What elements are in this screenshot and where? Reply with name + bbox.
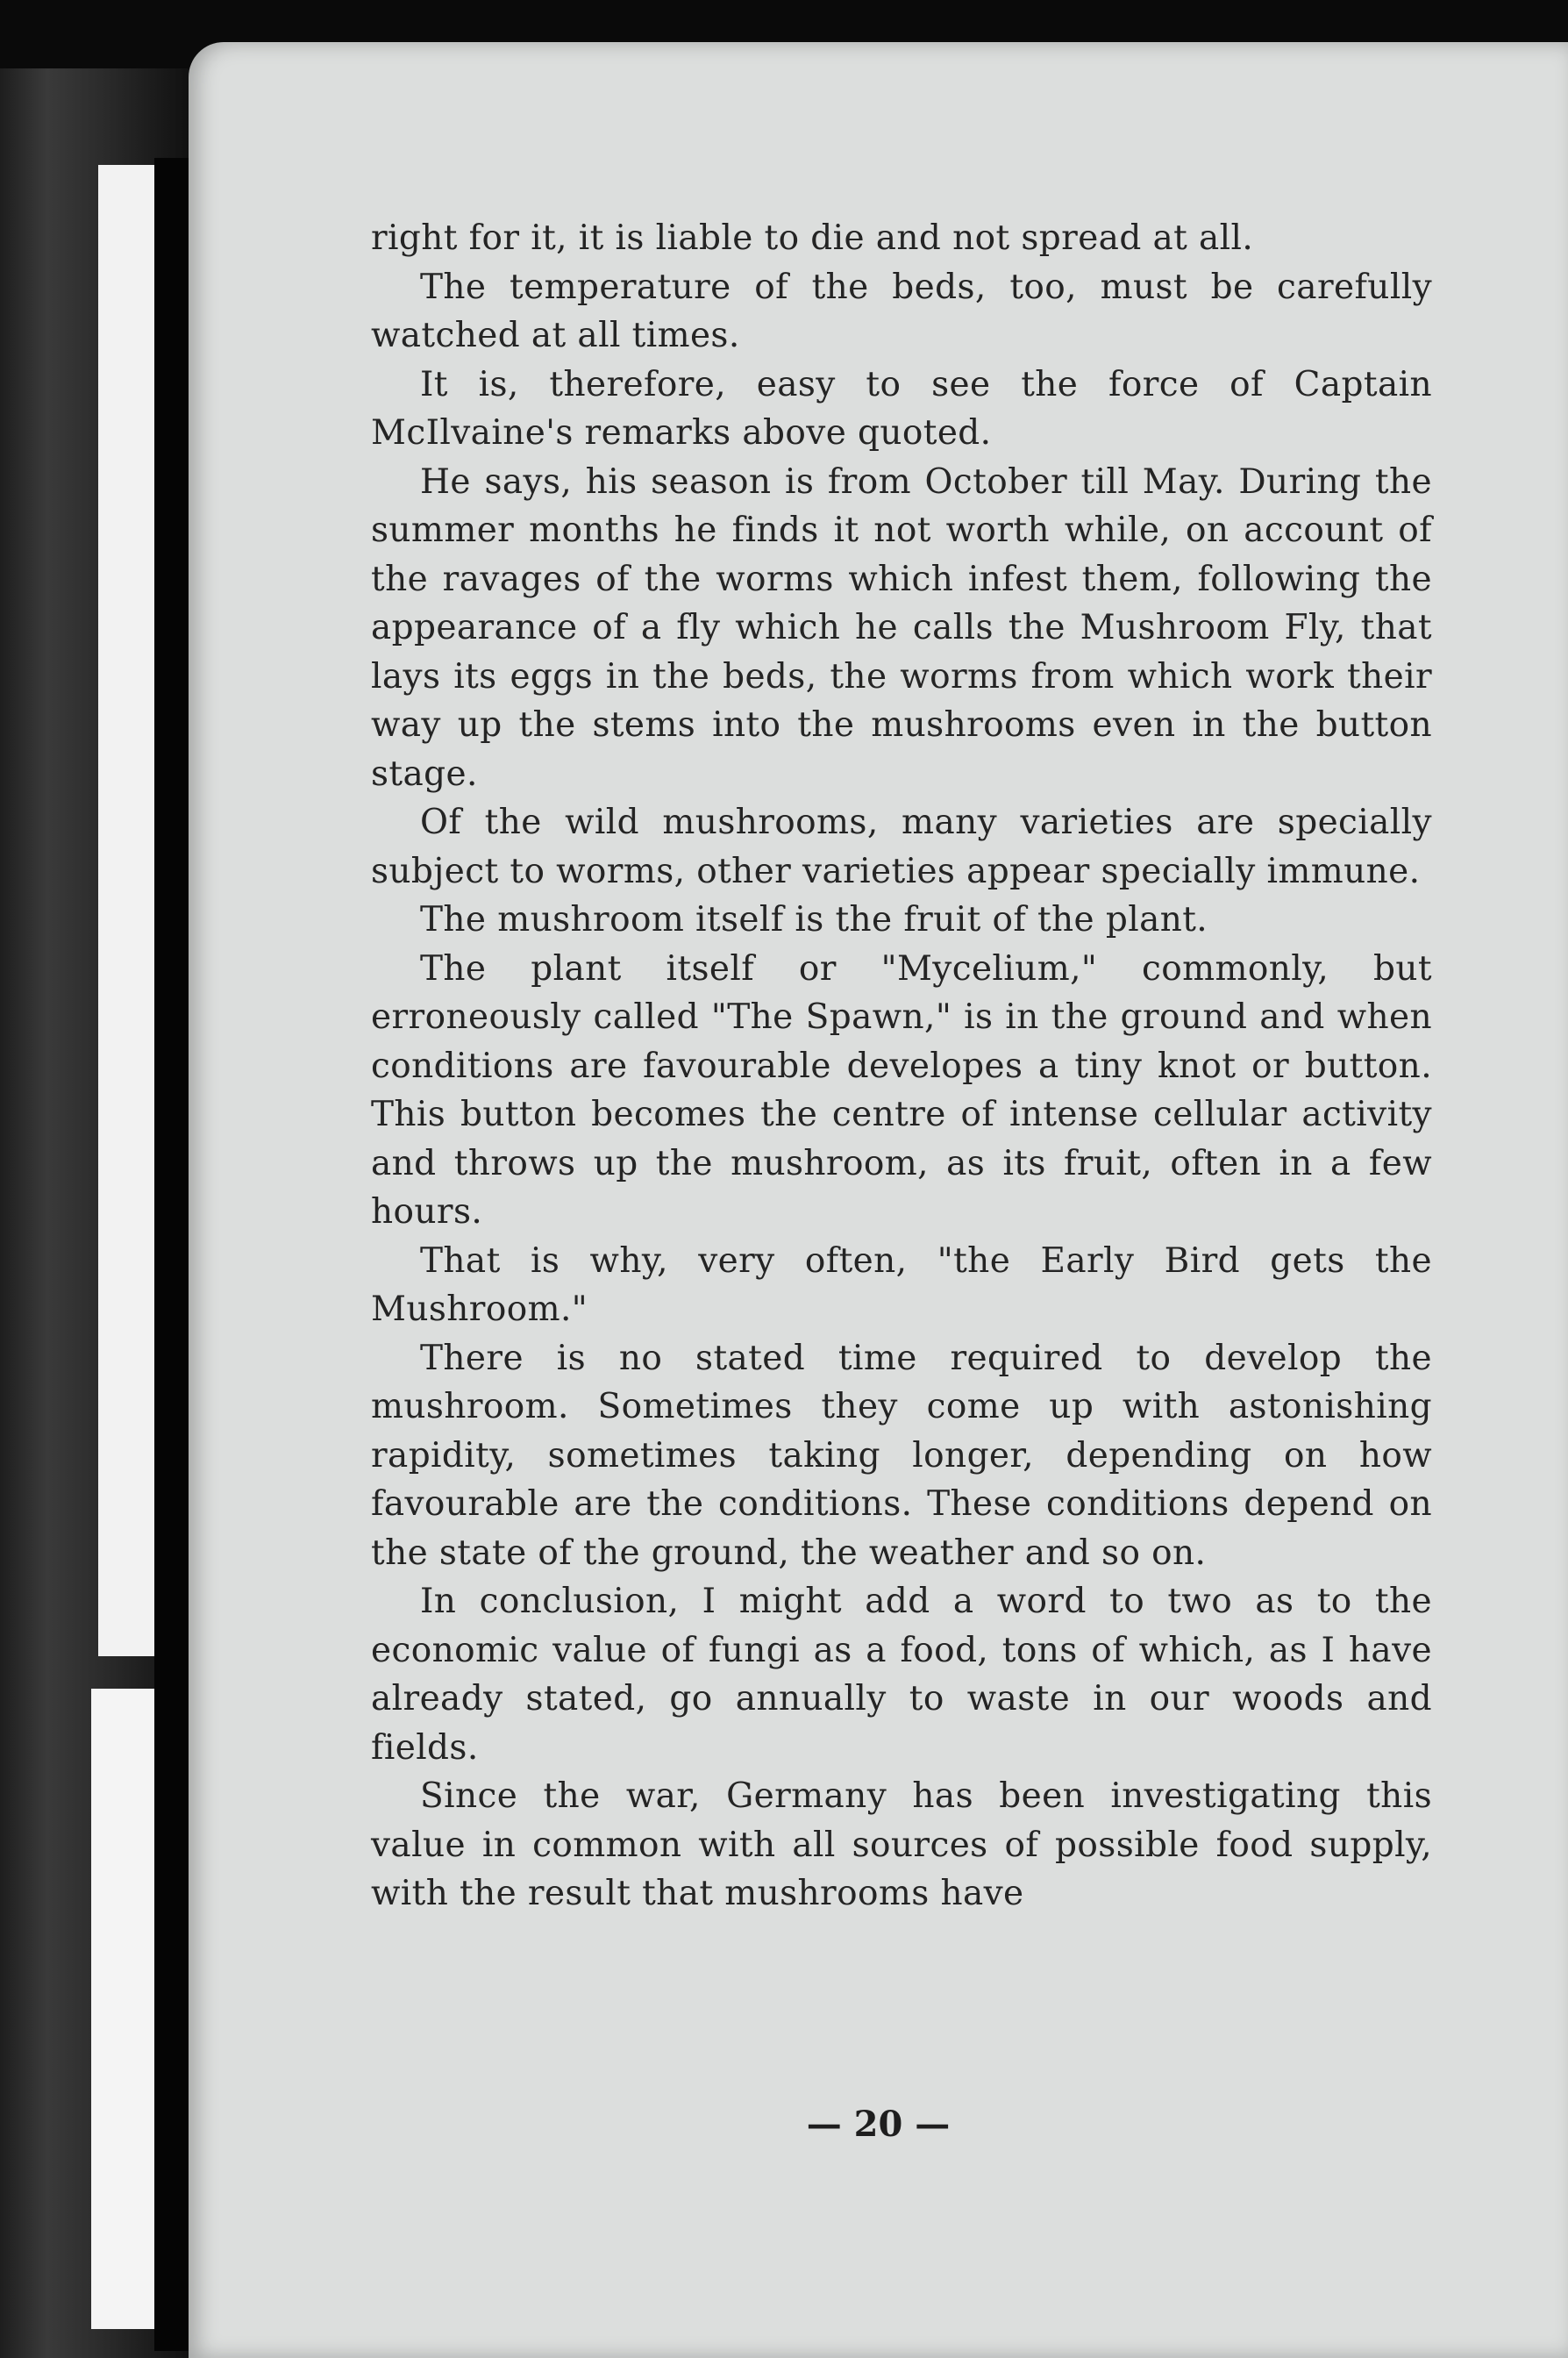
paragraph: Of the wild mushrooms, many varieties are specially subject to worms, other varieties appear specially immune. xyxy=(371,803,1432,891)
paragraph: That is why, very often, "the Early Bird gets the Mushroom." xyxy=(371,1240,1432,1329)
paragraph: The temperature of the beds, too, must be carefully watched at all times. xyxy=(371,267,1432,355)
paragraph: There is no stated time required to develop the mushroom. Sometimes they come up with astonishing rapidity, sometimes taking longer, depending on how favourable are the conditions. These conditions depend on the state of the ground, the weather and so on. xyxy=(371,1338,1432,1573)
book-page xyxy=(189,42,1568,2358)
paragraph: The plant itself or "Mycelium," commonly, but erroneously called "The Spawn," is in the ground and when conditions are favourable developes a tiny knot or button. This button becomes the centre of intense cellular activity and throws up the mushroom, as its fruit, often in a few hours. xyxy=(371,948,1432,1232)
binding-edge xyxy=(154,158,189,2351)
binding-highlight-bottom xyxy=(91,1689,154,2329)
paragraph: right for it, it is liable to die and not spread at all. xyxy=(371,218,1254,258)
body-text xyxy=(371,214,1432,1919)
binding-highlight-top xyxy=(98,165,154,1656)
paragraph: In conclusion, I might add a word to two as to the economic value of fungi as a food, tons of which, as I have already stated, go annually to waste in our woods and fields. xyxy=(371,1582,1432,1768)
paragraph: It is, therefore, easy to see the force of Captain McIlvaine's remarks above quoted. xyxy=(371,364,1432,453)
paragraph: Since the war, Germany has been investigating this value in common with all sources of possible food supply, with the result that mushrooms have xyxy=(371,1776,1432,1913)
page-number: — 20 — xyxy=(806,2104,951,2145)
paragraph: The mushroom itself is the fruit of the plant. xyxy=(420,900,1208,940)
paragraph: He says, his season is from October till May. During the summer months he finds it not worth while, on account of the ravages of the worms which infest them, following the appearance of a fly which he calls the Mushroom Fly, that lays its eggs in the beds, the worms from which work their way up the stems into the mushrooms even in the button stage. xyxy=(371,461,1432,794)
